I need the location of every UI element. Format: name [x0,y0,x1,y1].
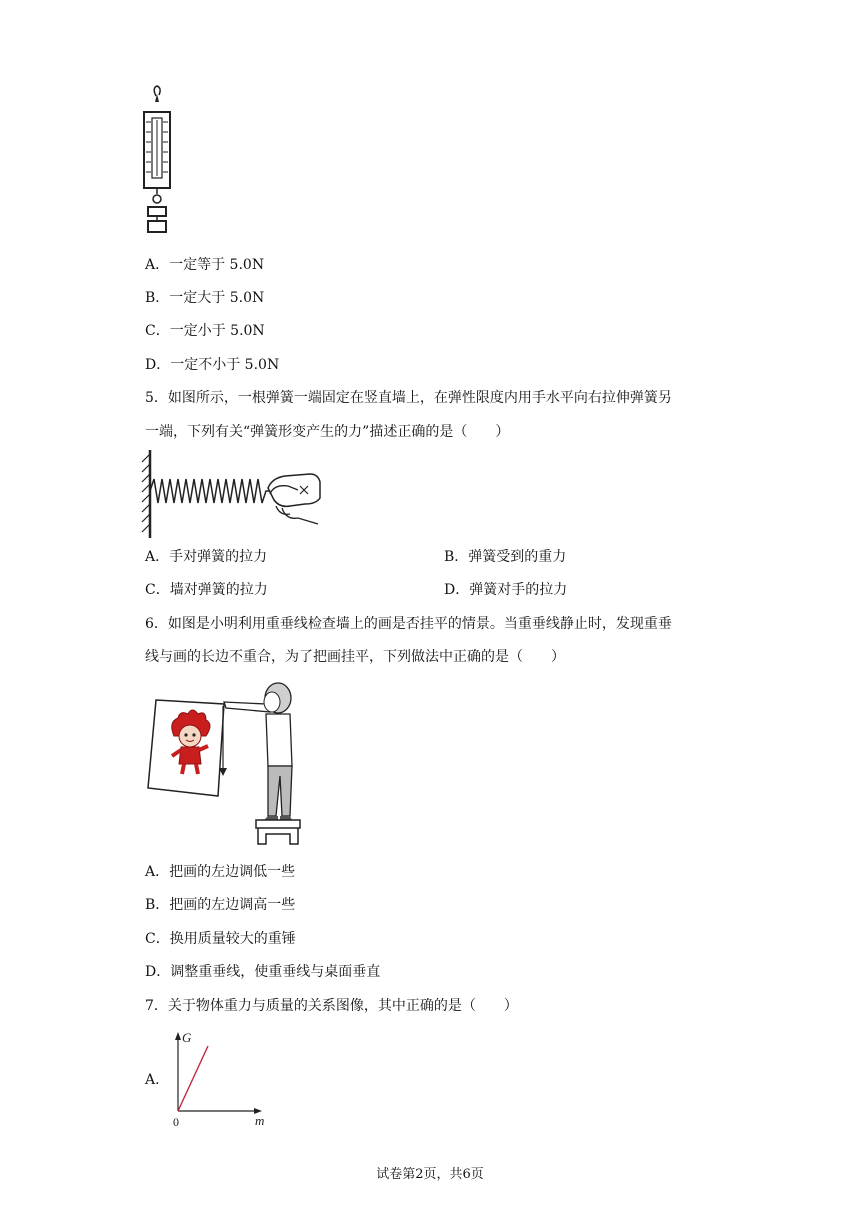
spring-scale-figure [138,82,178,237]
q5-stem-line2: 一端，下列有关“弹簧形变产生的力”描述正确的是（ ） [145,424,510,440]
q6-option-a[interactable]: A．把画的左边调低一些 [145,864,296,880]
q6-stem-line1: 6．如图是小明利用重垂线检查墙上的画是否挂平的情景。当重垂线静止时，发现重垂 [145,616,672,632]
q6-option-b[interactable]: B．把画的左边调高一些 [145,897,296,913]
q6-option-c[interactable]: C．换用质量较大的重锤 [145,931,296,947]
graph-y-label: G [182,1030,192,1045]
q4-option-a[interactable]: A．一定等于 5.0N [145,257,265,273]
q5-option-c[interactable]: C．墙对弹簧的拉力 [145,582,268,598]
q7-option-a-label[interactable]: A. [145,1072,160,1088]
q4-option-b[interactable]: B．一定大于 5.0N [145,290,265,306]
q5-option-b[interactable]: B．弹簧受到的重力 [444,549,567,565]
q7-graph-a [168,1028,268,1128]
q4-option-d[interactable]: D．一定不小于 5.0N [145,357,280,373]
q5-option-a[interactable]: A．手对弹簧的拉力 [145,549,268,565]
q6-option-d[interactable]: D．调整重垂线，使重垂线与桌面垂直 [145,964,381,980]
page-footer: 试卷第2页，共6页 [376,1167,484,1182]
q6-stem-line2: 线与画的长边不重合，为了把画挂平，下列做法中正确的是（ ） [145,649,565,665]
q7-stem: 7．关于物体重力与质量的关系图像，其中正确的是（ ） [145,998,518,1014]
graph-origin-label: 0 [173,1115,179,1128]
plumb-line-figure [146,678,316,846]
spring-wall-figure [140,448,325,540]
q5-option-d[interactable]: D．弹簧对手的拉力 [444,582,568,598]
q4-option-c[interactable]: C．一定小于 5.0N [145,323,265,339]
q5-stem-line1: 5．如图所示，一根弹簧一端固定在竖直墙上，在弹性限度内用手水平向右拉伸弹簧另 [145,390,672,406]
graph-x-label: m [255,1113,265,1128]
